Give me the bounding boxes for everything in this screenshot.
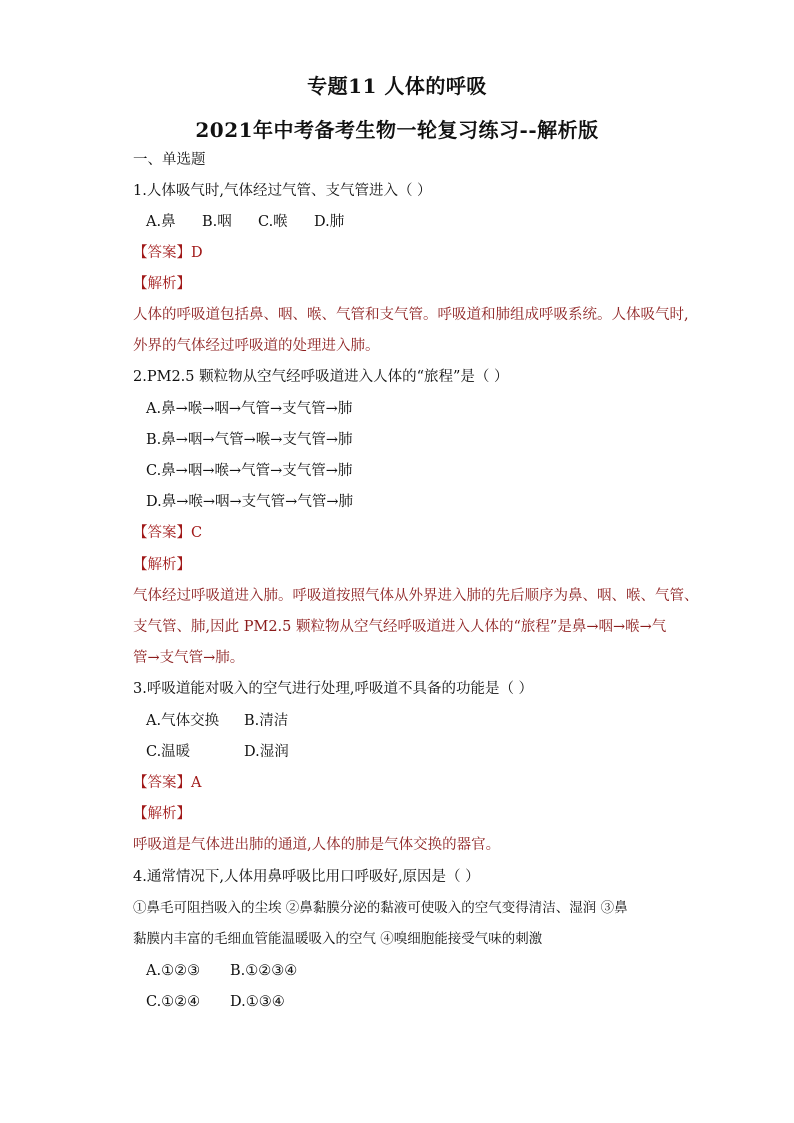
question-1-answer: 【答案】D <box>133 245 203 261</box>
document-subtitle: 2021年中考备考生物一轮复习练习--解析版 <box>195 118 599 142</box>
question-1-analysis-label: 【解析】 <box>133 276 191 292</box>
option-c: C.①②④ <box>146 994 201 1010</box>
question-2-analysis-label: 【解析】 <box>133 557 191 573</box>
option-a: A.①②③ <box>146 963 201 979</box>
option-d: D.肺 <box>314 214 345 230</box>
question-4-statements-line: ①鼻毛可阻挡吸入的尘埃 ②鼻黏膜分泌的黏液可使吸入的空气变得清洁、湿润 ③鼻 <box>133 900 628 916</box>
option-d: D.湿润 <box>244 744 289 760</box>
question-2-option-d: D.鼻→喉→咽→支气管→气管→肺 <box>146 494 353 510</box>
question-3-options-row-2 <box>146 742 289 762</box>
question-4-stem: 4.通常情况下,人体用鼻呼吸比用口呼吸好,原因是（ ） <box>133 869 480 885</box>
question-2-stem: 2.PM2.5 颗粒物从空气经呼吸道进入人体的“旅程”是（ ） <box>133 369 509 385</box>
question-2-analysis-line: 气体经过呼吸道进入肺。呼吸道按照气体从外界进入肺的先后顺序为鼻、咽、喉、气管、 <box>133 588 699 604</box>
question-4-options-row-2 <box>146 992 285 1012</box>
question-2-answer: 【答案】C <box>133 525 203 541</box>
option-b: B.清洁 <box>244 713 289 729</box>
question-3-answer: 【答案】A <box>133 775 202 791</box>
option-b: B.①②③④ <box>230 963 298 979</box>
option-b: B.咽 <box>202 214 232 230</box>
option-c: C.温暖 <box>146 744 191 760</box>
question-1-analysis-line: 外界的气体经过呼吸道的处理进入肺。 <box>133 338 380 354</box>
question-2-option-a: A.鼻→喉→咽→气管→支气管→肺 <box>146 401 353 417</box>
question-2-analysis-line: 支气管、肺,因此 PM2.5 颗粒物从空气经呼吸道进入人体的“旅程”是鼻→咽→喉→气 <box>133 619 667 635</box>
question-2-option-c: C.鼻→咽→喉→气管→支气管→肺 <box>146 463 353 479</box>
question-2-option-b: B.鼻→咽→气管→喉→支气管→肺 <box>146 432 353 448</box>
option-a: A.鼻 <box>146 214 176 230</box>
question-3-analysis-line: 呼吸道是气体进出肺的通道,人体的肺是气体交换的器官。 <box>133 837 501 853</box>
section-heading: 一、单选题 <box>133 152 206 168</box>
question-1-analysis-line: 人体的呼吸道包括鼻、咽、喉、气管和支气管。呼吸道和肺组成呼吸系统。人体吸气时, <box>133 307 689 323</box>
question-2-analysis-line: 管→支气管→肺。 <box>133 650 245 666</box>
option-c: C.喉 <box>258 214 288 230</box>
document-title: 专题11 人体的呼吸 <box>307 74 487 98</box>
option-a: A.气体交换 <box>146 713 220 729</box>
option-d: D.①③④ <box>230 994 285 1010</box>
question-1-stem: 1.人体吸气时,气体经过气管、支气管进入（ ） <box>133 183 432 199</box>
question-1-options <box>146 212 344 232</box>
question-3-analysis-label: 【解析】 <box>133 806 191 822</box>
question-4-statements-line: 黏膜内丰富的毛细血管能温暖吸入的空气 ④嗅细胞能接受气味的刺激 <box>133 931 543 947</box>
question-3-stem: 3.呼吸道能对吸入的空气进行处理,呼吸道不具备的功能是（ ） <box>133 681 534 697</box>
question-3-options-row-1 <box>146 711 288 731</box>
question-4-options-row-1 <box>146 961 297 981</box>
